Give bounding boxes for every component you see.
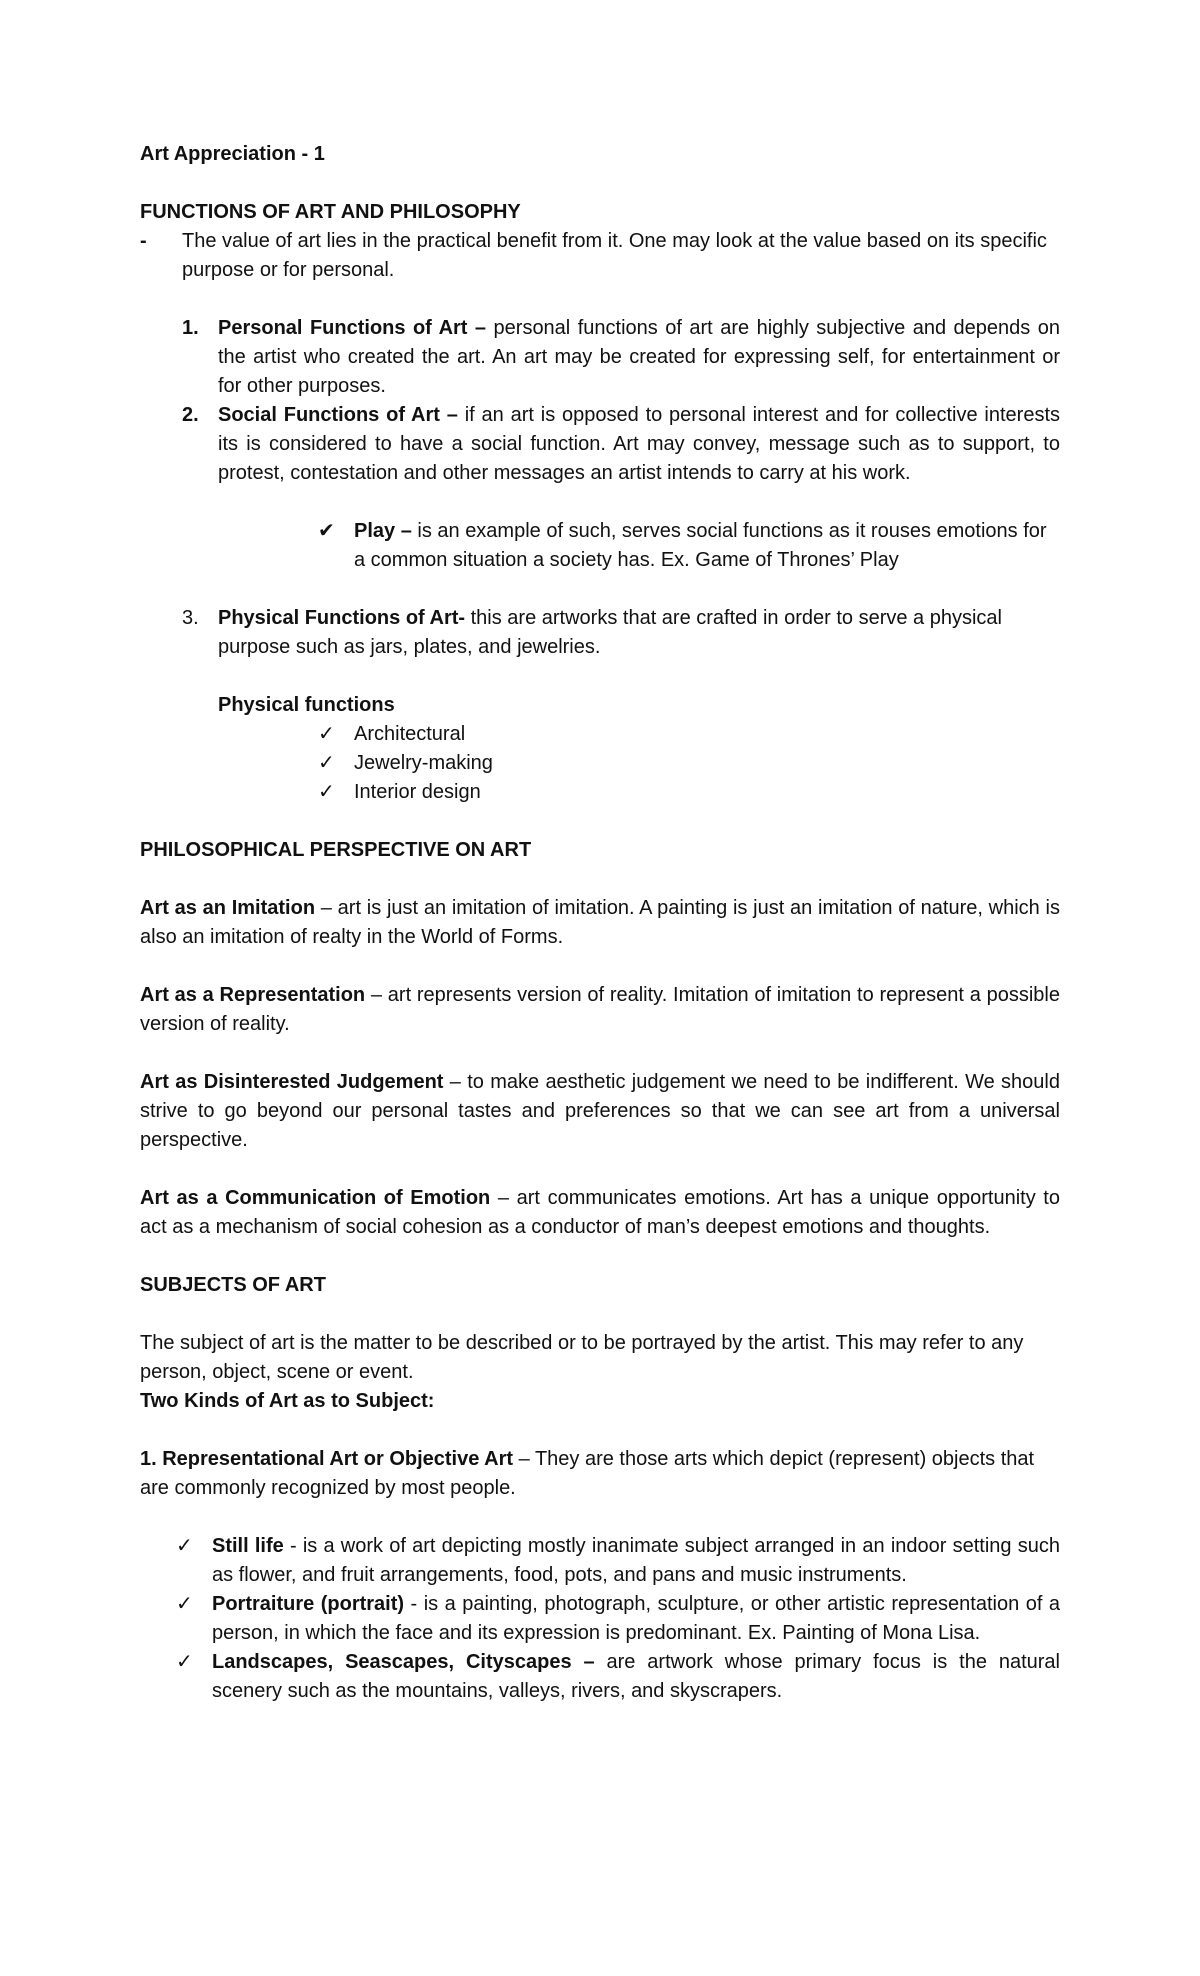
check-icon: ✓ bbox=[176, 1651, 193, 1673]
philosophy-term: Art as a Communication of Emotion bbox=[140, 1187, 491, 1209]
function-text: if an art is opposed to personal interest and for collective interests its is considered to have a social function. Art may convey, message such as to support, to protest, contestation and other messages an artist intends to carry at his work. bbox=[218, 404, 1061, 484]
subject-text: - is a work of art depicting mostly inanimate subject arranged in an indoor setting such as flower, and fruit arrangements, food, pots, and pans and music instruments. bbox=[212, 1535, 1060, 1586]
physical-item-text: Jewelry-making bbox=[354, 752, 493, 774]
functions-heading: FUNCTIONS OF ART AND PHILOSOPHY bbox=[140, 201, 521, 223]
physical-item-text: Interior design bbox=[354, 781, 481, 803]
philosophy-heading: PHILOSOPHICAL PERSPECTIVE ON ART bbox=[140, 839, 532, 861]
philosophy-term: Art as Disinterested Judgement bbox=[140, 1071, 444, 1093]
philosophy-term: Art as an Imitation bbox=[140, 897, 316, 919]
dash-bullet: - bbox=[140, 230, 147, 252]
function-term: Physical Functions of Art- bbox=[218, 607, 466, 629]
subject-text: - is a painting, photograph, sculpture, or other artistic representation of a person, in which the face and its expression is predominant. Ex. Painting of Mona Lisa. bbox=[212, 1593, 1061, 1644]
representational-term: 1. Representational Art or Objective Art bbox=[140, 1448, 514, 1470]
philosophy-term: Art as a Representation bbox=[140, 984, 366, 1006]
check-icon: ✓ bbox=[318, 723, 335, 745]
function-item-social bbox=[140, 401, 1060, 488]
check-icon: ✔ bbox=[318, 520, 335, 542]
philosophy-text: – art represents version of reality. Imitation of imitation to represent a possible version of reality. bbox=[140, 984, 1060, 1035]
physical-list-item bbox=[318, 778, 1060, 807]
list-number: 2. bbox=[182, 404, 199, 426]
function-text: this are artworks that are crafted in order to serve a physical purpose such as jars, plates, and jewelries. bbox=[218, 607, 1002, 658]
check-icon: ✓ bbox=[318, 752, 335, 774]
check-icon: ✓ bbox=[176, 1535, 193, 1557]
check-icon: ✓ bbox=[176, 1593, 193, 1615]
list-number: 1. bbox=[182, 317, 199, 339]
representational-text: – They are those arts which depict (represent) objects that are commonly recognized by most people. bbox=[140, 1448, 1035, 1499]
philosophy-text: – art is just an imitation of imitation. A painting is just an imitation of nature, which is also an imitation of realty in the World of Forms. bbox=[140, 897, 1060, 948]
representational-paragraph bbox=[140, 1445, 1060, 1503]
play-term: Play – bbox=[354, 520, 412, 542]
kinds-heading: Two Kinds of Art as to Subject: bbox=[140, 1390, 435, 1412]
function-item-personal bbox=[140, 314, 1060, 401]
play-text: is an example of such, serves social functions as it rouses emotions for a common situation a society has. Ex. Game of Thrones’ Play bbox=[354, 520, 1047, 571]
physical-list-item bbox=[318, 720, 1060, 749]
subject-text: are artwork whose primary focus is the natural scenery such as the mountains, valleys, rivers, and skyscrapers. bbox=[212, 1651, 1060, 1702]
subjects-intro: The subject of art is the matter to be described or to be portrayed by the artist. This may refer to any person, object, scene or event. bbox=[140, 1332, 1024, 1383]
functions-intro-text: The value of art lies in the practical benefit from it. One may look at the value based on its specific purpose or for personal. bbox=[182, 230, 1047, 281]
philosophy-paragraph bbox=[140, 894, 1060, 952]
physical-list-item bbox=[318, 749, 1060, 778]
function-term: Personal Functions of Art – bbox=[218, 317, 487, 339]
physical-item-text: Architectural bbox=[354, 723, 466, 745]
functions-intro bbox=[140, 227, 1060, 285]
function-term: Social Functions of Art – bbox=[218, 404, 458, 426]
physical-functions-heading: Physical functions bbox=[218, 694, 395, 716]
subjects-heading: SUBJECTS OF ART bbox=[140, 1274, 326, 1296]
function-text: personal functions of art are highly subjective and depends on the artist who created the art. An art may be created for expressing self, for entertainment or for other purposes. bbox=[218, 317, 1060, 397]
subject-list-item bbox=[176, 1532, 1060, 1590]
doc-title: Art Appreciation - 1 bbox=[140, 143, 325, 165]
check-icon: ✓ bbox=[318, 781, 335, 803]
play-item bbox=[318, 517, 1060, 575]
philosophy-paragraph bbox=[140, 1068, 1060, 1155]
philosophy-paragraph bbox=[140, 1184, 1060, 1242]
philosophy-text: – art communicates emotions. Art has a unique opportunity to act as a mechanism of social cohesion as a conductor of man’s deepest emotions and thoughts. bbox=[140, 1187, 1060, 1238]
philosophy-text: – to make aesthetic judgement we need to be indifferent. We should strive to go beyond our personal tastes and preferences so that we can see art from a universal perspective. bbox=[140, 1071, 1060, 1151]
subject-list-item bbox=[176, 1648, 1060, 1706]
subject-list-item bbox=[176, 1590, 1060, 1648]
function-item-physical bbox=[140, 604, 1060, 662]
list-number: 3. bbox=[182, 607, 199, 629]
subject-term: Still life bbox=[212, 1535, 284, 1557]
subject-term: Landscapes, Seascapes, Cityscapes – bbox=[212, 1651, 595, 1673]
philosophy-paragraph bbox=[140, 981, 1060, 1039]
subject-term: Portraiture (portrait) bbox=[212, 1593, 405, 1615]
